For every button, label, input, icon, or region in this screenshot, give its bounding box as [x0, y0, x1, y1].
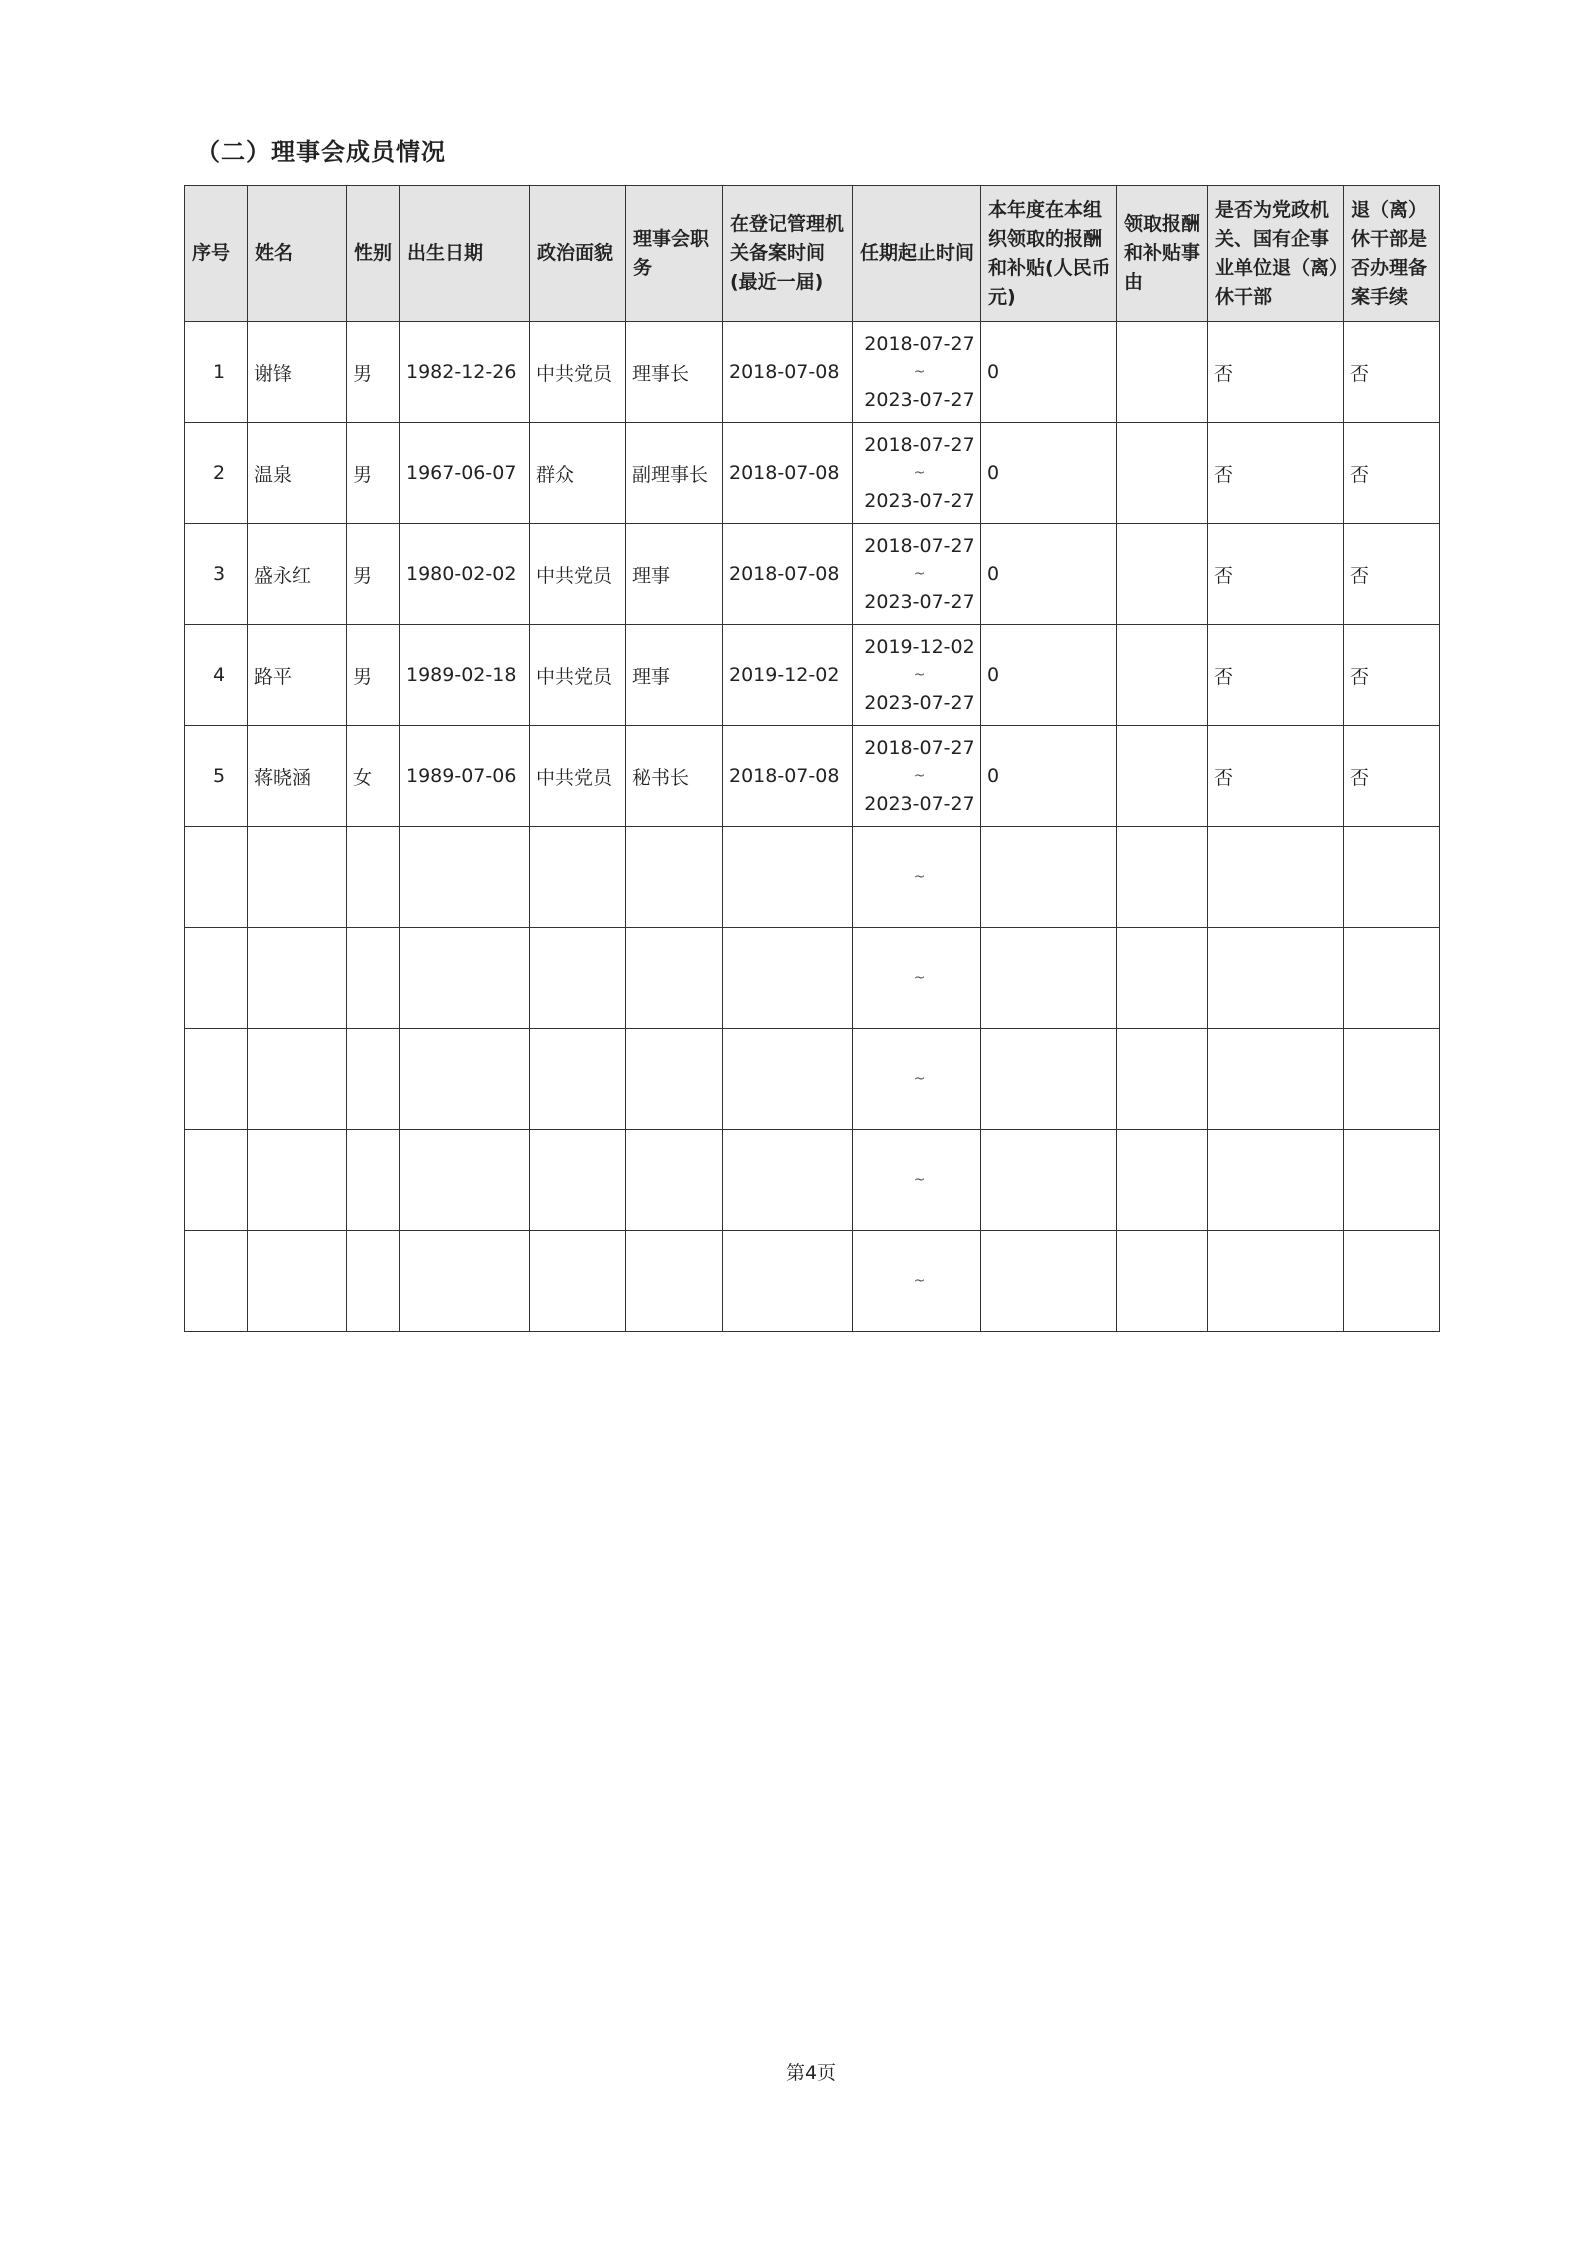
cell-birth-date	[400, 1029, 530, 1130]
cell-remuneration-reason	[1117, 928, 1208, 1029]
cell-political-status	[530, 1231, 626, 1332]
cell-name	[248, 1029, 347, 1130]
cell-filing-procedure: 否	[1344, 524, 1440, 625]
cell-filing-procedure: 否	[1344, 726, 1440, 827]
cell-remuneration: 0	[981, 726, 1117, 827]
term-sep: ~	[913, 566, 926, 582]
cell-name	[248, 1130, 347, 1231]
cell-remuneration-reason	[1117, 322, 1208, 423]
term-end: 2023-07-27	[864, 389, 975, 411]
cell-gender: 男	[347, 423, 400, 524]
cell-gender	[347, 1231, 400, 1332]
cell-retired-cadre: 否	[1208, 524, 1344, 625]
cell-remuneration: 0	[981, 524, 1117, 625]
table-row	[185, 524, 1440, 625]
term-start: 2018-07-27	[864, 434, 975, 456]
cell-board-position	[626, 1029, 723, 1130]
header-filing-date: 在登记管理机关备案时间(最近一届)	[723, 186, 853, 322]
cell-name: 蒋晓涵	[248, 726, 347, 827]
cell-term-period	[853, 1231, 981, 1332]
cell-filing-procedure	[1344, 928, 1440, 1029]
cell-remuneration	[981, 1231, 1117, 1332]
cell-political-status: 中共党员	[530, 726, 626, 827]
cell-gender: 女	[347, 726, 400, 827]
cell-birth-date: 1989-07-06	[400, 726, 530, 827]
term-start: 2018-07-27	[864, 333, 975, 355]
term-start: 2018-07-27	[864, 535, 975, 557]
cell-term-period	[853, 524, 981, 625]
term-sep: ~	[913, 1172, 926, 1188]
cell-gender	[347, 1130, 400, 1231]
cell-filing-date	[723, 928, 853, 1029]
table-row	[185, 1029, 1440, 1130]
header-term-period: 任期起止时间	[853, 186, 981, 322]
cell-no: 3	[185, 524, 248, 625]
table-row	[185, 423, 1440, 524]
cell-political-status: 中共党员	[530, 322, 626, 423]
cell-remuneration	[981, 928, 1117, 1029]
cell-name: 温泉	[248, 423, 347, 524]
header-filing-procedure: 退（离）休干部是否办理备案手续	[1344, 186, 1440, 322]
cell-gender	[347, 1029, 400, 1130]
term-sep: ~	[913, 768, 926, 784]
cell-retired-cadre	[1208, 1231, 1344, 1332]
cell-birth-date: 1982-12-26	[400, 322, 530, 423]
cell-remuneration	[981, 1130, 1117, 1231]
cell-remuneration	[981, 827, 1117, 928]
cell-remuneration-reason	[1117, 524, 1208, 625]
cell-board-position	[626, 1231, 723, 1332]
cell-political-status	[530, 1130, 626, 1231]
cell-retired-cadre: 否	[1208, 322, 1344, 423]
cell-filing-procedure	[1344, 1231, 1440, 1332]
term-end: 2023-07-27	[864, 591, 975, 613]
cell-birth-date: 1967-06-07	[400, 423, 530, 524]
term-sep: ~	[913, 364, 926, 380]
header-board-position: 理事会职务	[626, 186, 723, 322]
cell-term-period	[853, 726, 981, 827]
cell-name: 谢锋	[248, 322, 347, 423]
cell-no: 4	[185, 625, 248, 726]
term-start: 2019-12-02	[864, 636, 975, 658]
cell-political-status: 中共党员	[530, 625, 626, 726]
cell-remuneration-reason	[1117, 827, 1208, 928]
cell-term-period	[853, 625, 981, 726]
cell-no	[185, 928, 248, 1029]
cell-gender: 男	[347, 625, 400, 726]
cell-filing-date: 2018-07-08	[723, 423, 853, 524]
cell-no: 1	[185, 322, 248, 423]
cell-filing-procedure	[1344, 827, 1440, 928]
cell-filing-procedure	[1344, 1029, 1440, 1130]
term-sep: ~	[913, 1071, 926, 1087]
term-end: 2023-07-27	[864, 692, 975, 714]
cell-retired-cadre	[1208, 928, 1344, 1029]
cell-term-period	[853, 827, 981, 928]
cell-name: 路平	[248, 625, 347, 726]
cell-retired-cadre	[1208, 1029, 1344, 1130]
cell-board-position: 理事长	[626, 322, 723, 423]
cell-political-status	[530, 827, 626, 928]
cell-birth-date	[400, 827, 530, 928]
header-no: 序号	[185, 186, 248, 322]
cell-filing-date: 2018-07-08	[723, 524, 853, 625]
cell-board-position	[626, 827, 723, 928]
cell-birth-date	[400, 1231, 530, 1332]
page-number: 第4页	[785, 2062, 837, 2084]
term-sep: ~	[913, 465, 926, 481]
cell-term-period	[853, 1029, 981, 1130]
cell-board-position: 副理事长	[626, 423, 723, 524]
cell-filing-date	[723, 1231, 853, 1332]
cell-remuneration-reason	[1117, 423, 1208, 524]
cell-board-position: 秘书长	[626, 726, 723, 827]
cell-filing-procedure	[1344, 1130, 1440, 1231]
cell-term-period	[853, 423, 981, 524]
cell-remuneration: 0	[981, 322, 1117, 423]
cell-filing-procedure: 否	[1344, 625, 1440, 726]
cell-remuneration-reason	[1117, 1029, 1208, 1130]
cell-remuneration	[981, 1029, 1117, 1130]
cell-political-status: 群众	[530, 423, 626, 524]
table-row	[185, 1231, 1440, 1332]
cell-term-period	[853, 322, 981, 423]
cell-name	[248, 1231, 347, 1332]
cell-remuneration-reason	[1117, 1231, 1208, 1332]
cell-no	[185, 827, 248, 928]
cell-retired-cadre: 否	[1208, 423, 1344, 524]
cell-no: 2	[185, 423, 248, 524]
cell-birth-date	[400, 1130, 530, 1231]
term-end: 2023-07-27	[864, 793, 975, 815]
table-row	[185, 928, 1440, 1029]
header-remuneration: 本年度在本组织领取的报酬和补贴(人民币元)	[981, 186, 1117, 322]
table-row	[185, 726, 1440, 827]
table-row	[185, 1130, 1440, 1231]
cell-filing-date: 2018-07-08	[723, 322, 853, 423]
cell-remuneration: 0	[981, 423, 1117, 524]
cell-birth-date	[400, 928, 530, 1029]
cell-retired-cadre: 否	[1208, 726, 1344, 827]
header-name: 姓名	[248, 186, 347, 322]
header-row	[185, 186, 1440, 322]
cell-remuneration: 0	[981, 625, 1117, 726]
cell-remuneration-reason	[1117, 625, 1208, 726]
cell-filing-procedure: 否	[1344, 322, 1440, 423]
cell-remuneration-reason	[1117, 726, 1208, 827]
cell-no	[185, 1231, 248, 1332]
cell-political-status	[530, 928, 626, 1029]
cell-birth-date: 1980-02-02	[400, 524, 530, 625]
cell-remuneration-reason	[1117, 1130, 1208, 1231]
term-start: 2018-07-27	[864, 737, 975, 759]
term-end: 2023-07-27	[864, 490, 975, 512]
cell-gender	[347, 827, 400, 928]
table-row	[185, 827, 1440, 928]
cell-filing-procedure: 否	[1344, 423, 1440, 524]
term-sep: ~	[913, 970, 926, 986]
cell-political-status	[530, 1029, 626, 1130]
cell-board-position	[626, 1130, 723, 1231]
header-political-status: 政治面貌	[530, 186, 626, 322]
cell-retired-cadre: 否	[1208, 625, 1344, 726]
cell-board-position: 理事	[626, 625, 723, 726]
table-row	[185, 625, 1440, 726]
cell-term-period	[853, 1130, 981, 1231]
cell-gender: 男	[347, 322, 400, 423]
header-remuneration-reason: 领取报酬和补贴事由	[1117, 186, 1208, 322]
header-retired-cadre: 是否为党政机关、国有企事业单位退（离）休干部	[1208, 186, 1344, 322]
table-row	[185, 322, 1440, 423]
cell-retired-cadre	[1208, 827, 1344, 928]
header-birth-date: 出生日期	[400, 186, 530, 322]
cell-filing-date	[723, 1130, 853, 1231]
cell-retired-cadre	[1208, 1130, 1344, 1231]
cell-birth-date: 1989-02-18	[400, 625, 530, 726]
cell-filing-date	[723, 827, 853, 928]
cell-no	[185, 1130, 248, 1231]
header-gender: 性别	[347, 186, 400, 322]
cell-name	[248, 928, 347, 1029]
section-title: （二）理事会成员情况	[196, 138, 446, 166]
cell-political-status: 中共党员	[530, 524, 626, 625]
cell-board-position: 理事	[626, 524, 723, 625]
cell-name	[248, 827, 347, 928]
term-sep: ~	[913, 869, 926, 885]
term-sep: ~	[913, 1273, 926, 1289]
cell-no: 5	[185, 726, 248, 827]
cell-filing-date: 2019-12-02	[723, 625, 853, 726]
cell-filing-date: 2018-07-08	[723, 726, 853, 827]
cell-name: 盛永红	[248, 524, 347, 625]
cell-gender: 男	[347, 524, 400, 625]
cell-no	[185, 1029, 248, 1130]
cell-filing-date	[723, 1029, 853, 1130]
cell-gender	[347, 928, 400, 1029]
cell-term-period	[853, 928, 981, 1029]
cell-board-position	[626, 928, 723, 1029]
board-members-table	[184, 185, 1440, 1332]
term-sep: ~	[913, 667, 926, 683]
